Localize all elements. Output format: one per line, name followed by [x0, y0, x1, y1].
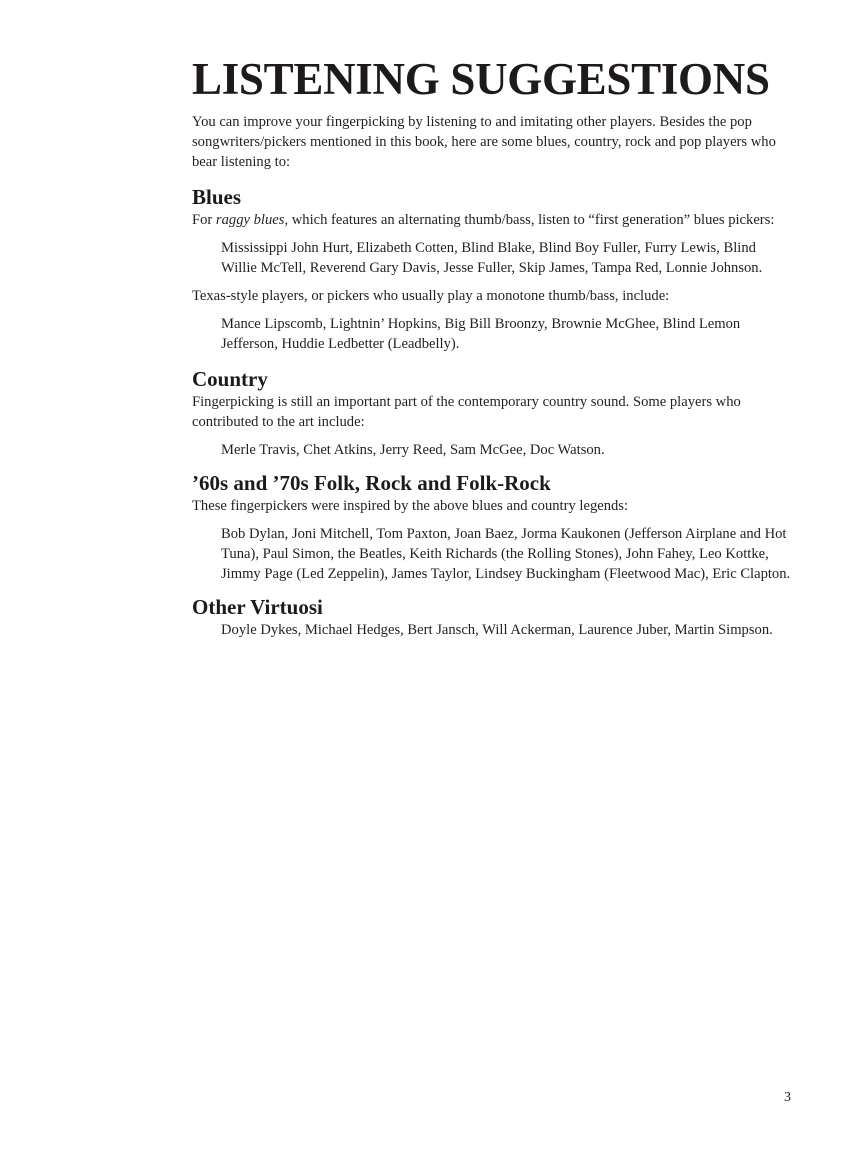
page-title: LISTENING SUGGESTIONS: [192, 54, 770, 104]
section-heading-other-virtuosi: Other Virtuosi: [192, 595, 323, 619]
folk-intro: These fingerpickers were inspired by the above blues and country legends:: [192, 498, 629, 514]
virtuosi-players-list: Doyle Dykes, Michael Hedges, Bert Jansch, Will Ackerman, Laurence Juber, Martin Simpson.: [221, 622, 773, 638]
section-country: [192, 366, 792, 460]
blues-intro: [192, 210, 792, 230]
page-number: 3: [784, 1090, 791, 1105]
section-blues: [192, 184, 792, 354]
folk-players-list: Bob Dylan, Joni Mitchell, Tom Paxton, Joan Baez, Jorma Kaukonen (Jefferson Airplane and Hot Tuna), Paul Simon, the Beatles, Keith Richards (the Rolling Stones), John Fahey, Leo Kottke, Jimmy Page (Led Zeppelin), James Taylor, Lindsey Buckingham (Fleetwood Mac), Eric Clapton.: [221, 526, 791, 582]
country-players-list: Merle Travis, Chet Atkins, Jerry Reed, Sam McGee, Doc Watson.: [221, 442, 605, 458]
blues-intro-prefix: For: [192, 212, 216, 228]
blues-texas-list: Mance Lipscomb, Lightnin’ Hopkins, Big Bill Broonzy, Brownie McGhee, Blind Lemon Jefferson, Huddie Ledbetter (Leadbelly).: [221, 316, 741, 352]
section-heading-blues: Blues: [192, 185, 242, 209]
section-heading-country: Country: [192, 367, 268, 391]
blues-texas-intro: Texas-style players, or pickers who usually play a monotone thumb/bass, include:: [192, 288, 670, 304]
blues-intro-suffix: , which features an alternating thumb/bass, listen to “first generation” blues pickers:: [284, 212, 775, 228]
page-content: [192, 52, 792, 640]
blues-players-list: Mississippi John Hurt, Elizabeth Cotten, Blind Blake, Blind Boy Fuller, Furry Lewis, Blind Willie McTell, Reverend Gary Davis, Jesse Fuller, Skip James, Tampa Red, Lonnie Johnson.: [221, 240, 763, 276]
section-heading-folk-rock: ’60s and ’70s Folk, Rock and Folk-Rock: [192, 471, 551, 495]
section-other-virtuosi: [192, 594, 792, 640]
intro-paragraph: You can improve your fingerpicking by listening to and imitating other players. Besides the pop songwriters/pickers mentioned in this book, here are some blues, country, rock and pop players who bear listening to:: [192, 114, 776, 170]
blues-intro-italic: raggy blues: [215, 212, 285, 228]
section-folk-rock: [192, 470, 792, 584]
country-intro: Fingerpicking is still an important part of the contemporary country sound. Some players who contributed to the art include:: [192, 394, 741, 430]
